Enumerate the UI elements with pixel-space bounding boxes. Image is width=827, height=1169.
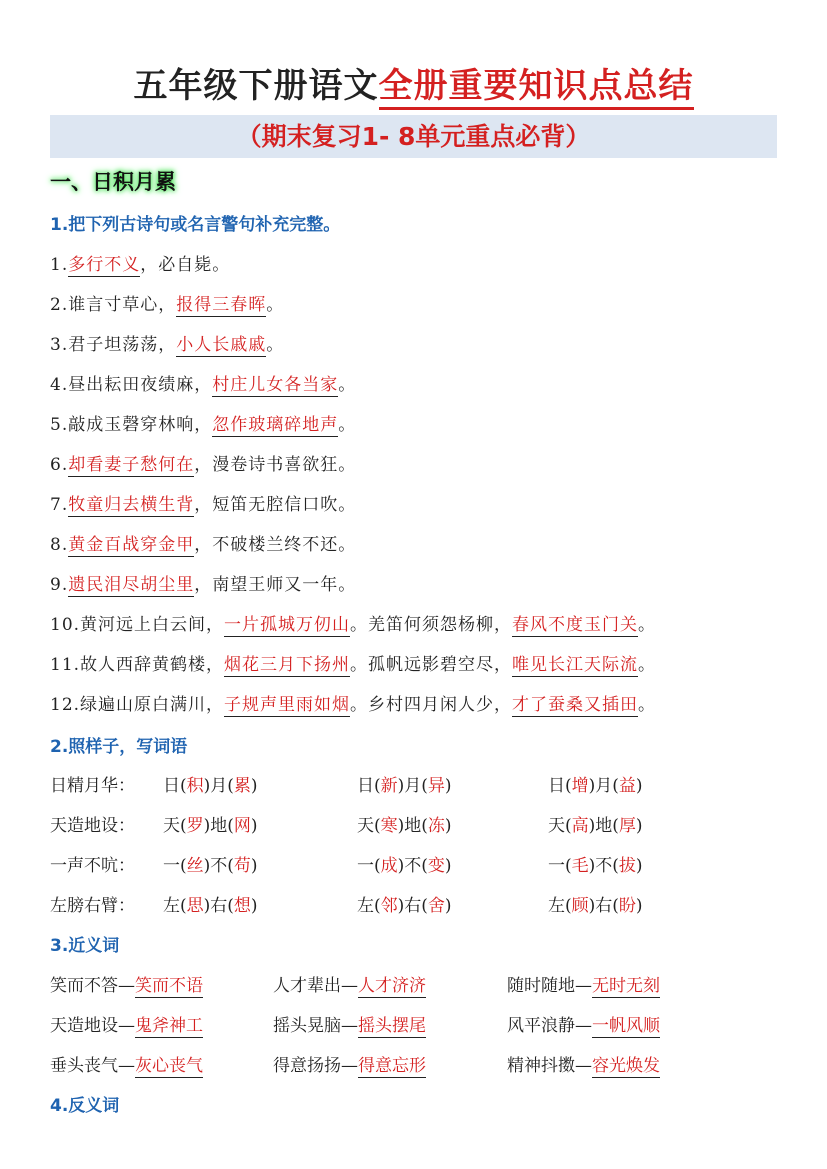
q2-row-label: 左膀右臂： [50,896,135,916]
cell-text: ) [444,896,452,916]
synonym-word: 摇头晃脑— [273,1016,358,1036]
answer-blank: 遗民泪尽胡尘里 [68,575,195,595]
answer-blank: 报得三春晖 [176,295,267,315]
poem-text: 。 [266,295,285,315]
answer-char: 高 [571,816,589,836]
answer-char: 拔 [618,856,636,876]
cell-text: 左( [357,896,381,916]
cell-text: )不( [203,856,234,876]
q2-heading: 2.照样子，写词语 [50,737,188,757]
synonym-answer: 灰心丧气 [135,1056,203,1076]
answer-blank: 忽作玻璃碎地声 [212,415,339,435]
poem-text: 。乡村四月闲人少， [350,695,513,715]
cell-text: 日( [163,776,187,796]
answer-char: 丝 [186,856,204,876]
synonym-answer: 容光焕发 [592,1056,660,1076]
synonym-pair [50,971,203,996]
answer-char: 新 [380,776,398,796]
synonym-word: 随时随地— [507,976,592,996]
answer-char: 网 [233,816,251,836]
synonym-pair [507,971,660,996]
poem-text: 。 [638,655,657,675]
answer-char: 苟 [233,856,251,876]
poem-text: 昼出耘田夜绩麻， [68,375,213,395]
cell-text: )月( [203,776,234,796]
cell-text: ) [250,816,258,836]
poem-text: ，不破楼兰终不还。 [194,535,357,555]
cell-text: 天( [357,816,381,836]
cell-text: 一( [548,856,572,876]
answer-blank: 多行不义 [68,255,141,275]
poem-text: 故人西辞黄鹤楼， [80,655,225,675]
answer-blank: 烟花三月下扬州 [224,655,351,675]
synonym-word: 垂头丧气— [50,1056,135,1076]
synonym-word: 笑而不答— [50,976,135,996]
poem-line [50,490,356,515]
q2-cell [163,771,258,796]
synonym-answer: 笑而不语 [135,976,203,996]
cell-text: )右( [397,896,428,916]
answer-blank: 村庄儿女各当家 [212,375,339,395]
poem-text: 。 [638,615,657,635]
poem-text: 1. [50,255,69,275]
cell-text: 左( [163,896,187,916]
synonym-word: 人才辈出— [273,976,358,996]
answer-char: 成 [380,856,398,876]
title-highlight: 全册重要知识点总结 [379,66,694,110]
synonym-answer: 无时无刻 [592,976,660,996]
answer-char: 罗 [186,816,204,836]
answer-blank: 牧童归去横生背 [68,495,195,515]
answer-blank: 一片孤城万仞山 [224,615,351,635]
q2-cell [548,771,643,796]
poem-line [50,450,356,475]
poem-text: 11. [50,655,81,675]
q2-cell [548,851,643,876]
title-prefix: 五年级下册语文 [133,66,379,106]
poem-text: 3. [50,335,69,355]
synonym-pair [273,1011,426,1036]
poem-text: 绿遍山原白满川， [80,695,225,715]
answer-char: 异 [427,776,445,796]
poem-text: 敲成玉磬穿林响， [68,415,213,435]
answer-char: 积 [186,776,204,796]
answer-char: 思 [186,896,204,916]
poem-text: 12. [50,695,81,715]
synonym-word: 精神抖擞— [507,1056,592,1076]
q2-row-label: 天造地设： [50,816,135,836]
poem-text: 。 [266,335,285,355]
q2-cell [163,811,258,836]
cell-text: 天( [548,816,572,836]
answer-blank: 才了蚕桑又插田 [512,695,639,715]
poem-text: 6. [50,455,69,475]
answer-char: 盼 [618,896,636,916]
cell-text: ) [635,896,643,916]
cell-text: ) [250,856,258,876]
answer-char: 变 [427,856,445,876]
cell-text: )地( [203,816,234,836]
cell-text: ) [444,776,452,796]
cell-text: ) [635,816,643,836]
synonym-word: 得意扬扬— [273,1056,358,1076]
poem-text: 9. [50,575,69,595]
poem-text: 5. [50,415,69,435]
q2-cell [548,811,643,836]
answer-char: 毛 [571,856,589,876]
poem-text: 10. [50,615,81,635]
cell-text: 天( [163,816,187,836]
synonym-answer: 人才济济 [358,976,426,996]
poem-line [50,690,656,715]
q2-cell [357,771,452,796]
q2-row-label: 一声不吭： [50,856,135,876]
answer-char: 厚 [618,816,636,836]
cell-text: ) [635,776,643,796]
answer-char: 冻 [427,816,445,836]
cell-text: 日( [548,776,572,796]
poem-text: 7. [50,495,69,515]
cell-text: ) [635,856,643,876]
synonym-word: 风平浪静— [507,1016,592,1036]
q2-row-label: 日精月华： [50,776,135,796]
poem-text: 谁言寸草心， [68,295,177,315]
poem-line [50,330,284,355]
poem-line [50,530,356,555]
answer-char: 想 [233,896,251,916]
poem-text: 黄河远上白云间， [80,615,225,635]
cell-text: )右( [588,896,619,916]
cell-text: )月( [588,776,619,796]
poem-text: 。 [638,695,657,715]
cell-text: )不( [588,856,619,876]
synonym-answer: 摇头摆尾 [358,1016,426,1036]
poem-text: 。 [338,415,357,435]
answer-blank: 小人长戚戚 [176,335,267,355]
section-heading: 一、日积月累 [50,170,176,194]
poem-line [50,410,356,435]
cell-text: 一( [163,856,187,876]
q2-cell [357,811,452,836]
synonym-pair [50,1051,203,1076]
answer-char: 舍 [427,896,445,916]
synonym-pair [273,971,426,996]
cell-text: ) [250,896,258,916]
poem-text: 。 [338,375,357,395]
cell-text: )右( [203,896,234,916]
q2-cell [548,891,643,916]
poem-text: 2. [50,295,69,315]
synonym-answer: 鬼斧神工 [135,1016,203,1036]
synonym-word: 天造地设— [50,1016,135,1036]
answer-blank: 却看妻子愁何在 [68,455,195,475]
cell-text: )地( [588,816,619,836]
q2-cell [357,891,452,916]
cell-text: ) [250,776,258,796]
answer-char: 邻 [380,896,398,916]
synonym-pair [50,1011,203,1036]
poem-text: ，必自毙。 [140,255,231,275]
poem-line [50,610,656,635]
answer-char: 益 [618,776,636,796]
cell-text: )地( [397,816,428,836]
q2-cell [163,891,258,916]
answer-blank: 春风不度玉门关 [512,615,639,635]
page-title [0,58,827,107]
cell-text: 日( [357,776,381,796]
synonym-pair [273,1051,426,1076]
poem-text: ，漫卷诗书喜欲狂。 [194,455,357,475]
synonym-answer: 一帆风顺 [592,1016,660,1036]
q1-heading: 1.把下列古诗句或名言警句补充完整。 [50,215,341,235]
answer-char: 增 [571,776,589,796]
poem-text: 。羌笛何须怨杨柳， [350,615,513,635]
answer-blank: 唯见长江天际流 [512,655,639,675]
subtitle-banner: （期末复习1- 8单元重点必背） [50,115,777,158]
synonym-answer: 得意忘形 [358,1056,426,1076]
q2-cell [163,851,258,876]
synonym-pair [507,1051,660,1076]
answer-blank: 黄金百战穿金甲 [68,535,195,555]
cell-text: )不( [397,856,428,876]
poem-text: 8. [50,535,69,555]
poem-text: ，南望王师又一年。 [194,575,357,595]
poem-line [50,650,656,675]
cell-text: ) [444,856,452,876]
synonym-pair [507,1011,660,1036]
answer-char: 寒 [380,816,398,836]
poem-line [50,250,230,275]
poem-line [50,290,284,315]
poem-line [50,570,356,595]
poem-text: 4. [50,375,69,395]
cell-text: 左( [548,896,572,916]
cell-text: 一( [357,856,381,876]
poem-text: 。孤帆远影碧空尽， [350,655,513,675]
cell-text: )月( [397,776,428,796]
cell-text: ) [444,816,452,836]
poem-text: 君子坦荡荡， [68,335,177,355]
answer-blank: 子规声里雨如烟 [224,695,351,715]
poem-text: ，短笛无腔信口吹。 [194,495,357,515]
poem-line [50,370,356,395]
q3-heading: 3.近义词 [50,936,120,956]
q2-cell [357,851,452,876]
q4-heading: 4.反义词 [50,1096,120,1116]
answer-char: 累 [233,776,251,796]
answer-char: 顾 [571,896,589,916]
